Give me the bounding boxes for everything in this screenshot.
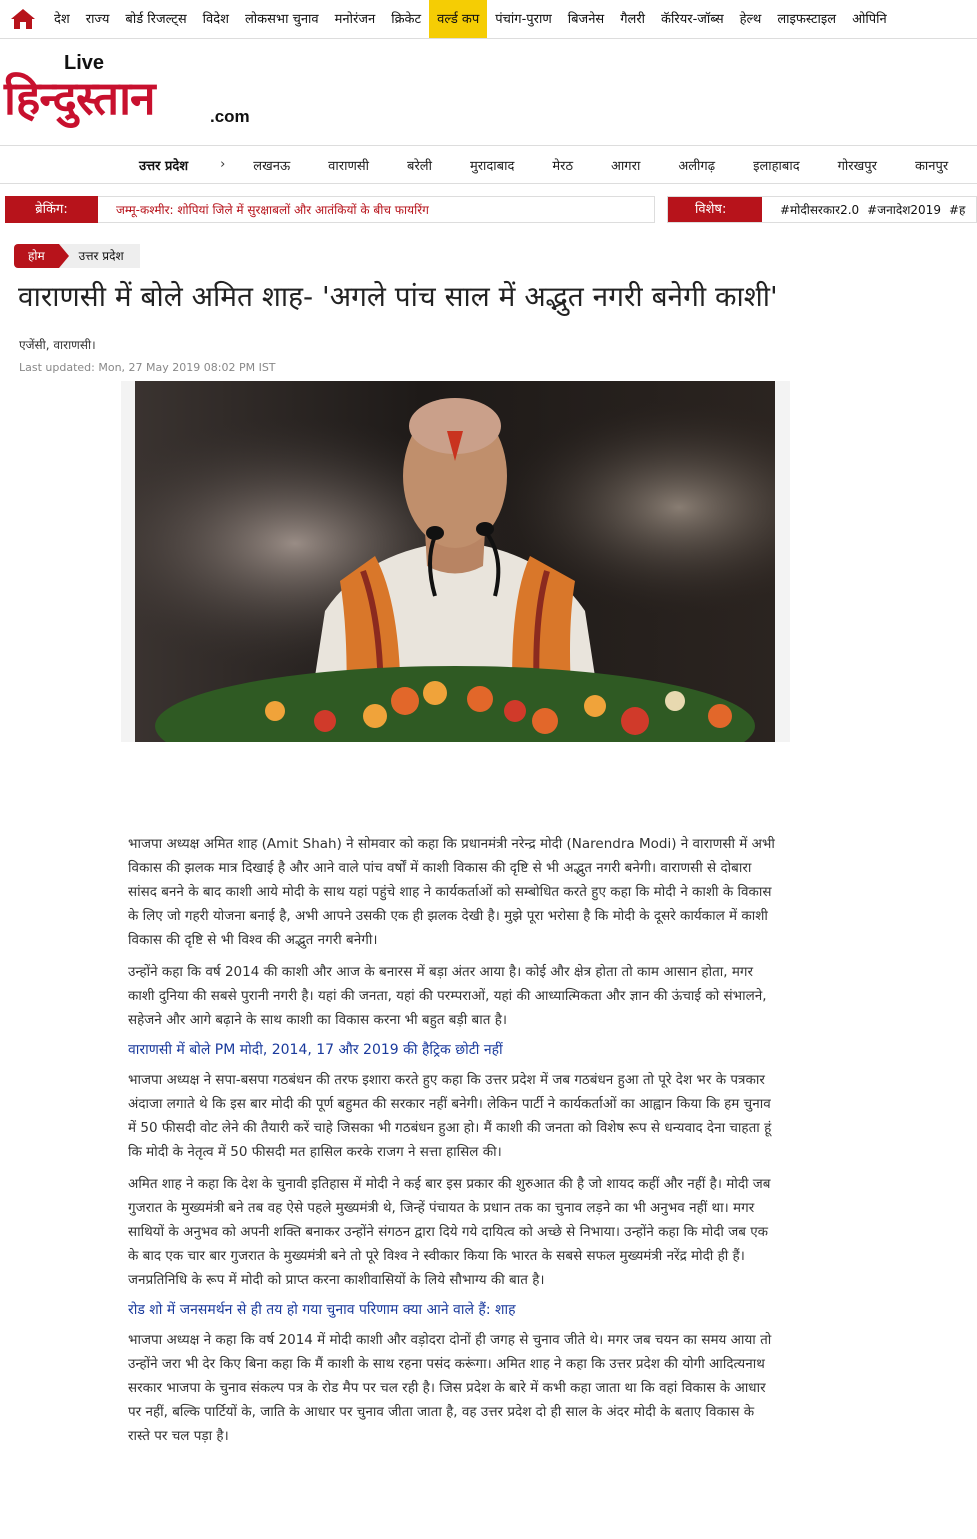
city-link[interactable]: बरेली (407, 158, 432, 174)
topnav-item[interactable]: कॅरियर-जॉब्स (661, 11, 724, 27)
city-link[interactable]: मेरठ (552, 158, 574, 174)
topnav-item[interactable]: देश (54, 11, 70, 27)
breaking-news-bar (5, 196, 655, 223)
article-paragraph: उन्होंने कहा कि वर्ष 2014 की काशी और आज के बनारस में बड़ा अंतर आया है। कोई और क्षेत्र होता तो काम आसान होता, मगर काशी दुनिया की सबसे पुरानी नगरी है। यहां की जनता, यहां की परम्पराओं, यहां की आध्यात्मिकता और ज्ञान की ऊंचाई को संभालने, सहेजने और आगे बढ़ाने के साथ काशी का विकास करना भी बहुत बड़ी बात है। (128, 964, 767, 1028)
city-list (253, 156, 977, 174)
article-hero-image[interactable] (121, 381, 790, 742)
topnav-item[interactable]: वर्ल्ड कप (429, 0, 487, 38)
special-tag-link[interactable]: #ह (948, 203, 966, 217)
topnav-item[interactable]: बिजनेस (567, 11, 605, 27)
article-byline: एजेंसी, वाराणसी। (19, 338, 96, 352)
top-nav (0, 0, 977, 39)
related-story-link[interactable]: रोड शो में जनसमर्थन से ही तय हो गया चुनाव परिणाम क्या आने वाले हैं: शाह (128, 1302, 516, 1318)
chevron-right-icon: › (220, 157, 226, 172)
city-link[interactable]: वाराणसी (328, 158, 370, 174)
article-paragraph: भाजपा अध्यक्ष ने कहा कि वर्ष 2014 में मोदी काशी और वड़ोदरा दोनों ही जगह से चुनाव जीते थे। मगर जब चयन का समय आया तो उन्होंने जरा भी देर किए बिना कहा कि मैं काशी के साथ रहना पसंद करूंगा। अमित शाह ने कहा कि उत्तर प्रदेश की योगी आदित्यनाथ सरकार भाजपा के चुनाव संकल्प पत्र के रोड मैप पर चल रही है। जिस प्रदेश के बारे में कभी कहा जाता था कि वहां विकास के आधार पर नहीं, बल्कि पार्टियों के, जाति के आधार पर चुनाव जीता जाता है, वह उत्तर प्रदेश दो ही साल के अंदर मोदी के बताए विकास के रास्ते पर चल पड़ा है। (128, 1332, 772, 1444)
city-link[interactable]: मुरादाबाद (469, 158, 515, 174)
special-tag-link[interactable]: #मोदीसरकार2.0 (780, 203, 860, 217)
topnav-item[interactable]: हेल्थ (739, 11, 762, 27)
topnav-item[interactable]: विदेश (202, 11, 229, 27)
state-link[interactable]: उत्तर प्रदेश (139, 158, 189, 174)
special-tags-bar (667, 196, 977, 223)
breadcrumb (14, 244, 140, 268)
breadcrumb-state-link[interactable]: उत्तर प्रदेश (59, 244, 140, 268)
special-label: विशेष: (667, 196, 762, 223)
home-button[interactable] (0, 0, 46, 38)
city-link[interactable]: गोरखपुर (837, 158, 877, 174)
article-paragraph: भाजपा अध्यक्ष अमित शाह (Amit Shah) ने सोमवार को कहा कि प्रधानमंत्री नरेन्द्र मोदी (Narendra Modi) ने वाराणसी में अभी विकास की झलक मात्र दिखाई है और आने वाले पांच वर्षों में काशी विकास की दृष्टि से भी अद्भुत नगरी बनेगी। वाराणसी से दोबारा सांसद बनने के बाद काशी आये मोदी के साथ यहां पहुंचे शाह ने कार्यकर्ताओं को सम्बोधित करते हुए कहा कि मोदी ने काशी के विकास के लिए जो गहरी योजना बनाई है, अभी आपने उसकी एक ही झलक देखी है। मुझे पूरा भरोसा है कि मोदी के दूसरे कार्यकाल में काशी विकास की दृष्टि से भी विश्व की अद्भुत नगरी बनेगी। (128, 836, 775, 948)
breaking-headline-link[interactable]: जम्मू-कश्मीर: शोपियां जिले में सुरक्षाबलों और आतंकियों के बीच फायरिंग (116, 203, 429, 217)
logo-main-text: हिन्दुस्तान (4, 71, 155, 125)
article-paragraph: अमित शाह ने कहा कि देश के चुनावी इतिहास में मोदी ने कई बार इस प्रकार की शुरुआत की है जो शायद कहीं और नहीं है। मोदी जब गुजरात के मुख्यमंत्री बने तब वह ऐसे पहले मुख्यमंत्री थे, जिन्हें पंचायत के प्रधान तक का चुनाव लड़ने का भी अनुभव नहीं था। मगर साथियों के अनुभव को अपनी शक्ति बनाकर उन्होंने संगठन द्वारा दिये गये दायित्व को अच्छे से निभाया। उन्होंने कहा कि मोदी जब एक के बाद एक चार बार गुजरात के मुख्यमंत्री बने तो पूरे विश्व ने स्वीकार किया कि भारत के सबसे सफल मुख्यमंत्री नरेंद्र मोदी ही हैं। जनप्रतिनिधि के रूप में मोदी को प्राप्त करना काशीवासियों के लिये सौभाग्य की बात है। (128, 1176, 771, 1288)
topnav-item[interactable]: ओपिनि (852, 11, 887, 27)
city-link[interactable]: आगरा (611, 158, 641, 174)
breadcrumb-home-link[interactable]: होम (14, 244, 59, 268)
article-updated-time: Last updated: Mon, 27 May 2019 08:02 PM IST (19, 361, 276, 374)
article-paragraph: भाजपा अध्यक्ष ने सपा-बसपा गठबंधन की तरफ इशारा करते हुए कहा कि उत्तर प्रदेश में जब गठबंधन हुआ तो पूरे देश भर के पत्रकार अंदाजा लगाते थे कि इस बार मोदी की पूर्ण बहुमत की सरकार नहीं बनेगी। लेकिन पार्टी ने कार्यकर्ताओं का आह्वान किया कि हम चुनाव में 50 फीसदी वोट लेने की तैयारी करें चाहे जिसका भी गठबंधन हुआ हो। मैं काशी की जनता को विशेष रूप से धन्यवाद देना चाहता हूं कि मोदी के नेतृत्व में 50 फीसदी मत हासिल करके राजग ने सत्ता हासिल की। (128, 1072, 772, 1160)
article-body (128, 832, 778, 1456)
topnav-item[interactable]: लोकसभा चुनाव (244, 11, 319, 27)
topnav-item[interactable]: गैलरी (620, 11, 646, 27)
topnav-item[interactable]: लाइफस्टाइल (777, 11, 837, 27)
topnav-item[interactable]: राज्य (85, 11, 110, 27)
topnav-item[interactable]: बोर्ड रिजल्ट्स (125, 11, 187, 27)
site-logo[interactable] (4, 52, 279, 134)
logo-suffix-text: .com (210, 107, 250, 126)
home-icon[interactable] (10, 8, 36, 30)
city-link[interactable]: लखनऊ (253, 158, 291, 174)
logo-live-text: Live (64, 52, 105, 74)
city-link[interactable]: इलाहाबाद (753, 158, 800, 174)
article-headline: वाराणसी में बोले अमित शाह- 'अगले पांच साल में अद्भुत नगरी बनेगी काशी' (18, 280, 778, 313)
topnav-item[interactable]: क्रिकेट (391, 11, 422, 27)
city-link[interactable]: कानपुर (914, 158, 949, 174)
related-story-link[interactable]: वाराणसी में बोले PM मोदी, 2014, 17 और 2019 की हैट्रिक छोटी नहीं (128, 1042, 503, 1058)
city-nav (0, 145, 977, 184)
topnav-menu (46, 0, 895, 38)
speaker-photo (135, 381, 775, 742)
topnav-item[interactable]: मनोरंजन (334, 11, 376, 27)
breaking-label: ब्रेकिंग: (5, 196, 98, 223)
city-link[interactable]: अलीगढ़ (678, 158, 716, 174)
special-tag-link[interactable]: #जनादेश2019 (867, 203, 941, 217)
topnav-item[interactable]: पंचांग-पुराण (495, 11, 552, 27)
